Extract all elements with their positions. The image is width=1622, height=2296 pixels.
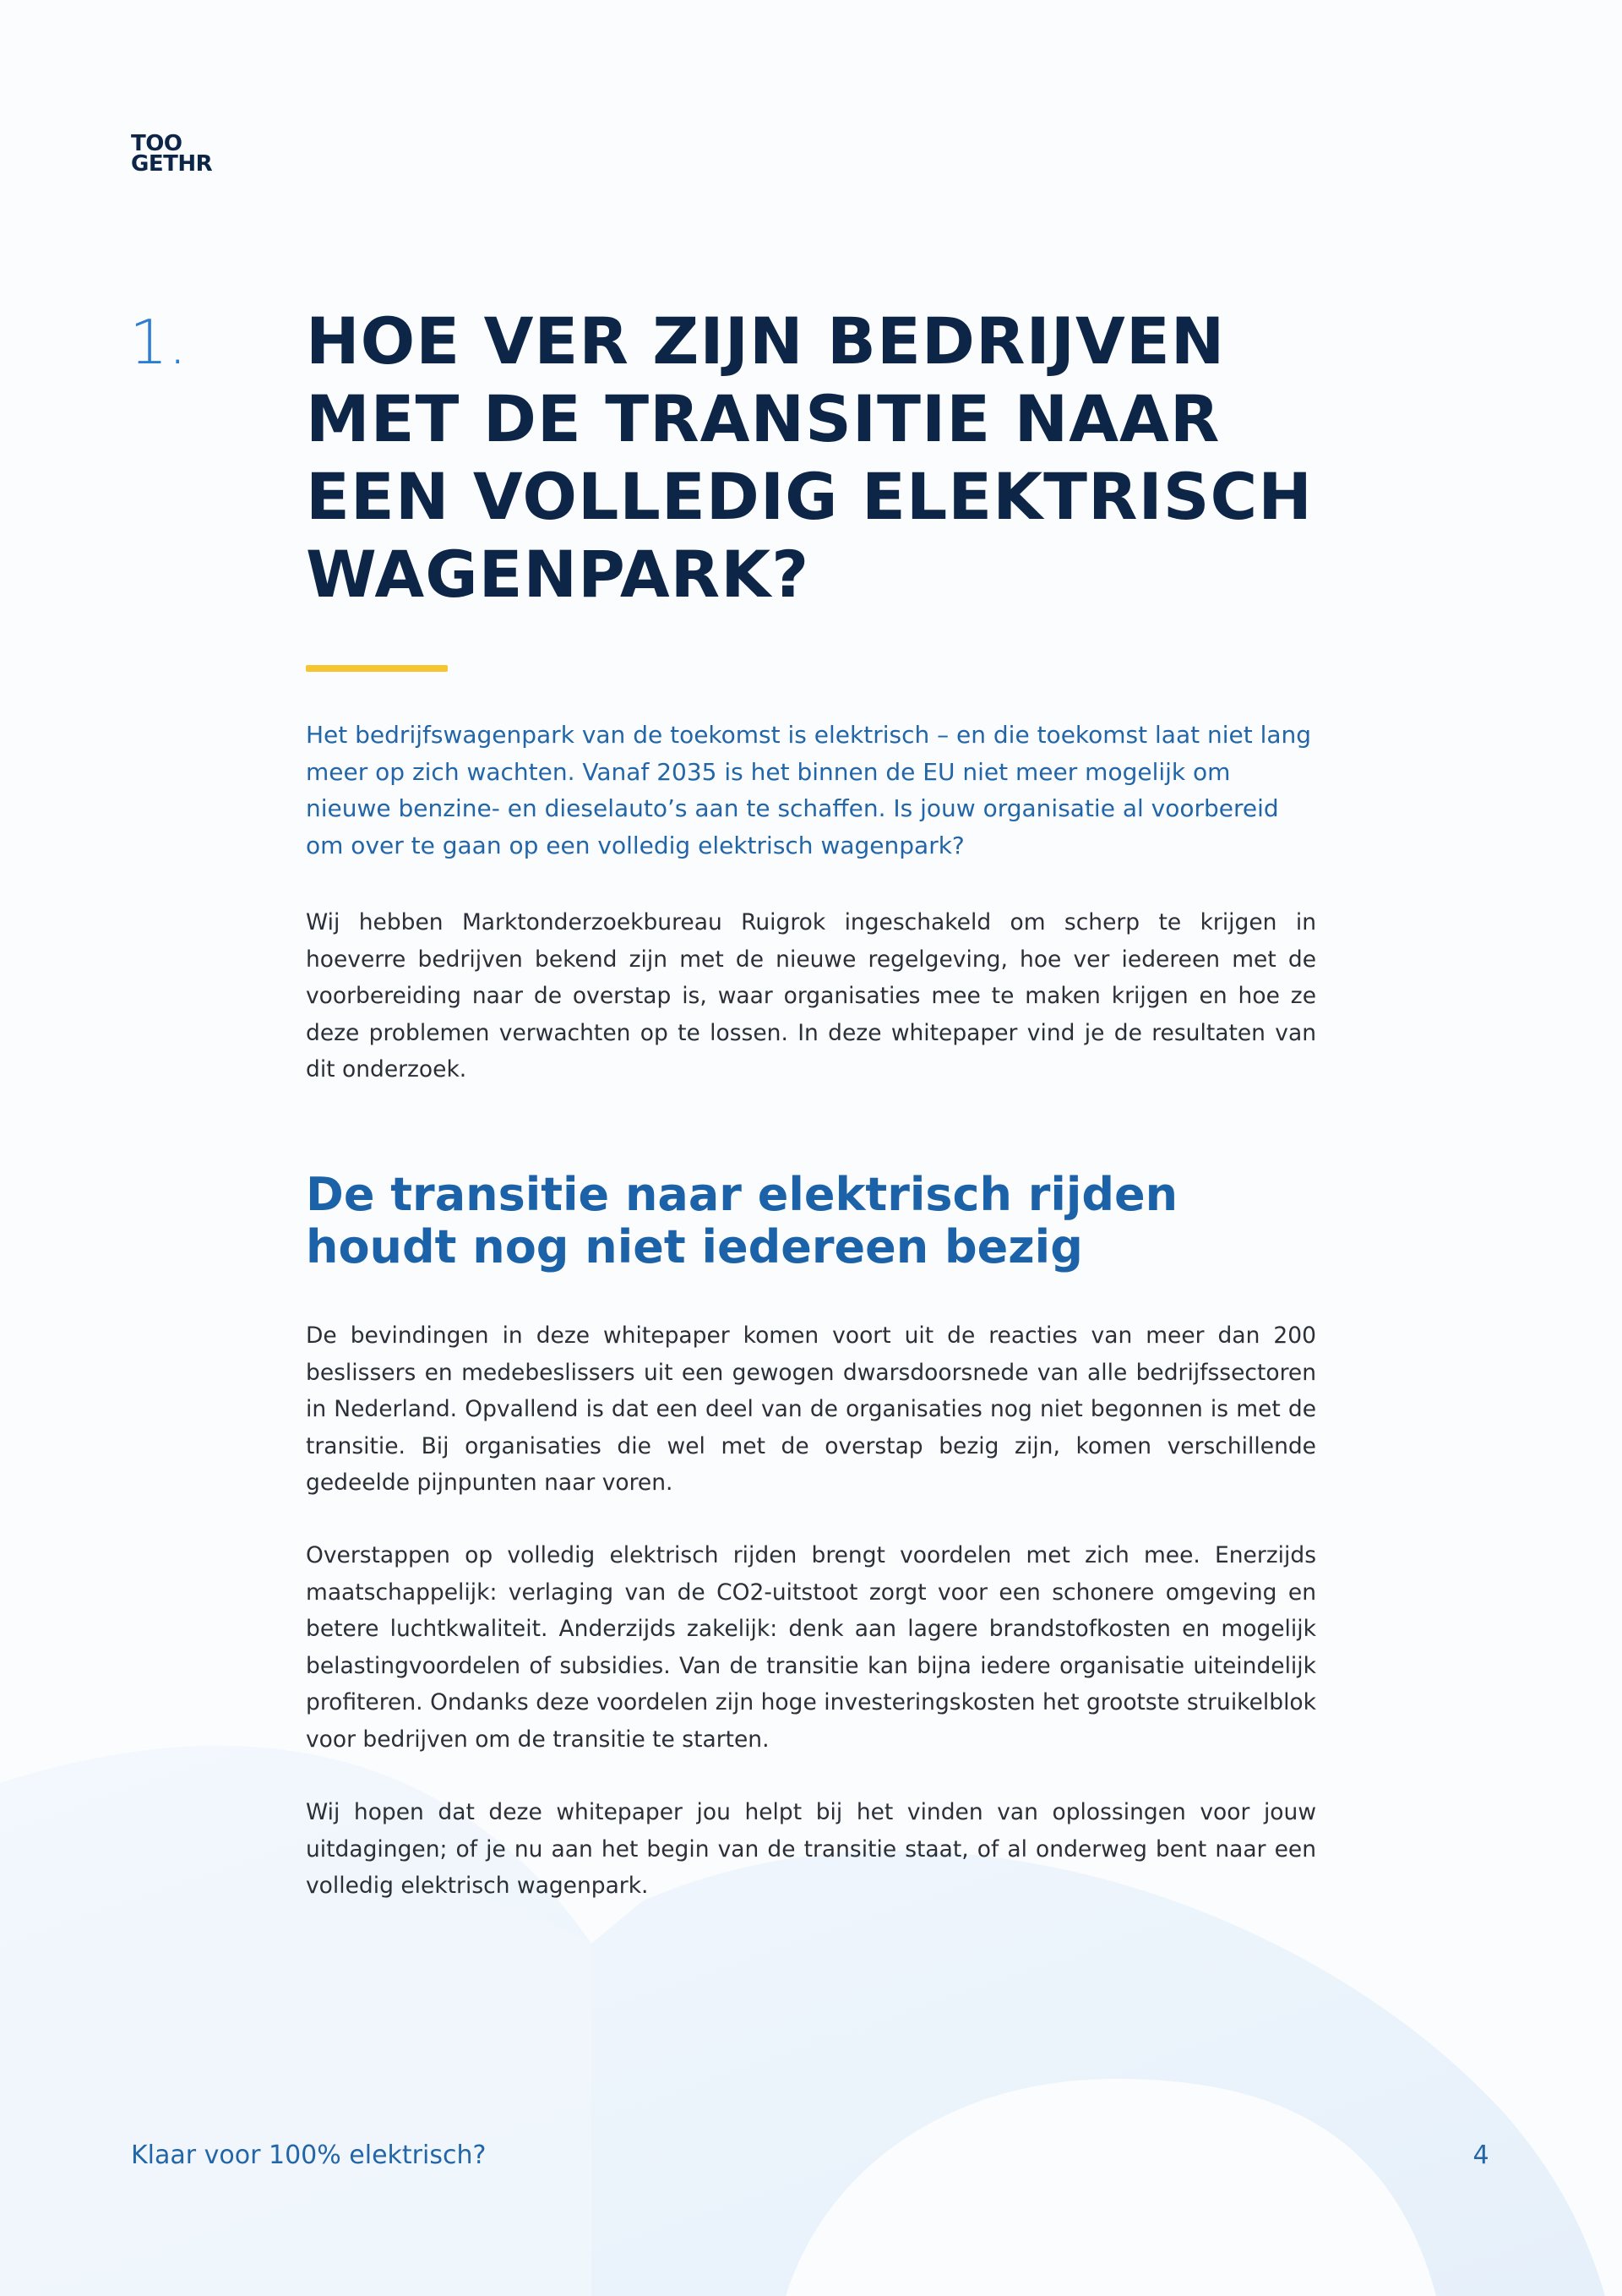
logo-line-1: TOO [131,131,182,156]
chapter-title-line: HOE VER ZIJN BEDRIJVEN [306,303,1226,379]
company-logo [131,131,213,177]
chapter-number: 1. [129,307,188,378]
body-paragraph: De bevindingen in deze whitepaper komen voort uit de reacties van meer dan 200 beslissers en medebeslissers uit een gewogen dwarsdoorsnede van alle bedrijfssectoren in Nederland. Opvallend is dat een deel van de organisaties nog niet begonnen is met de transitie. Bij organisaties die wel met de overstap bezig zijn, komen verschillende gedeelde pijnpunten naar voren. [306,1323,1316,1496]
section-heading-line: houdt nog niet iedereen bezig [306,1220,1083,1273]
body-paragraph: Wij hopen dat deze whitepaper jou helpt bij het vinden van oplossingen voor jouw uitdagingen; of je nu aan het begin van de transitie staat, of al onderweg bent naar een volledig elektrisch wagenpark. [306,1799,1316,1899]
logo-line-2: GETHR [131,151,213,177]
section-heading [306,1169,1404,1273]
intro-paragraph: Het bedrijfswagenpark van de toekomst is elektrisch – en die toekomst laat niet lang meer op zich wachten. Vanaf 2035 is het binnen de EU niet meer mogelijk om nieuwe benzine- en dieselauto’s aan te schaffen. Is jouw organisatie al voorbereid om over te gaan op een volledig elektrisch wagenpark? [306,721,1312,859]
page-number: 4 [1472,2141,1489,2170]
chapter-title-line: WAGENPARK? [306,537,810,612]
footer-title: Klaar voor 100% elektrisch? [131,2141,487,2170]
body-paragraph: Overstappen op volledig elektrisch rijden brengt voordelen met zich mee. Enerzijds maatschappelijk: verlaging van de CO2-uitstoot zorgt voor een schonere omgeving en betere luchtkwaliteit. Anderzijds zakelijk: denk aan lagere brandstofkosten en mogelijk belastingvoordelen of subsidies. Van de transitie kan bijna iedere organisatie uiteindelijk profiteren. Ondanks deze voordelen zijn hoge investeringskosten het grootste struikelblok voor bedrijven om de transitie te starten. [306,1542,1316,1753]
chapter-title-line: EEN VOLLEDIG ELEKTRISCH [306,459,1313,534]
body-paragraph: Wij hebben Marktonderzoekbureau Ruigrok ingeschakeld om scherp te krijgen in hoeverre bedrijven bekend zijn met de nieuwe regelgeving, hoe ver iedereen met de voorbereiding naar de overstap is, waar organisaties mee te maken krijgen en hoe ze deze problemen verwachten op te lossen. In deze whitepaper vind je de resultaten van dit onderzoek. [306,909,1316,1083]
section-heading-line: De transitie naar elektrisch rijden [306,1168,1178,1221]
title-accent-bar [306,665,448,672]
chapter-title [306,303,1404,614]
chapter-title-line: MET DE TRANSITIE NAAR [306,381,1221,456]
